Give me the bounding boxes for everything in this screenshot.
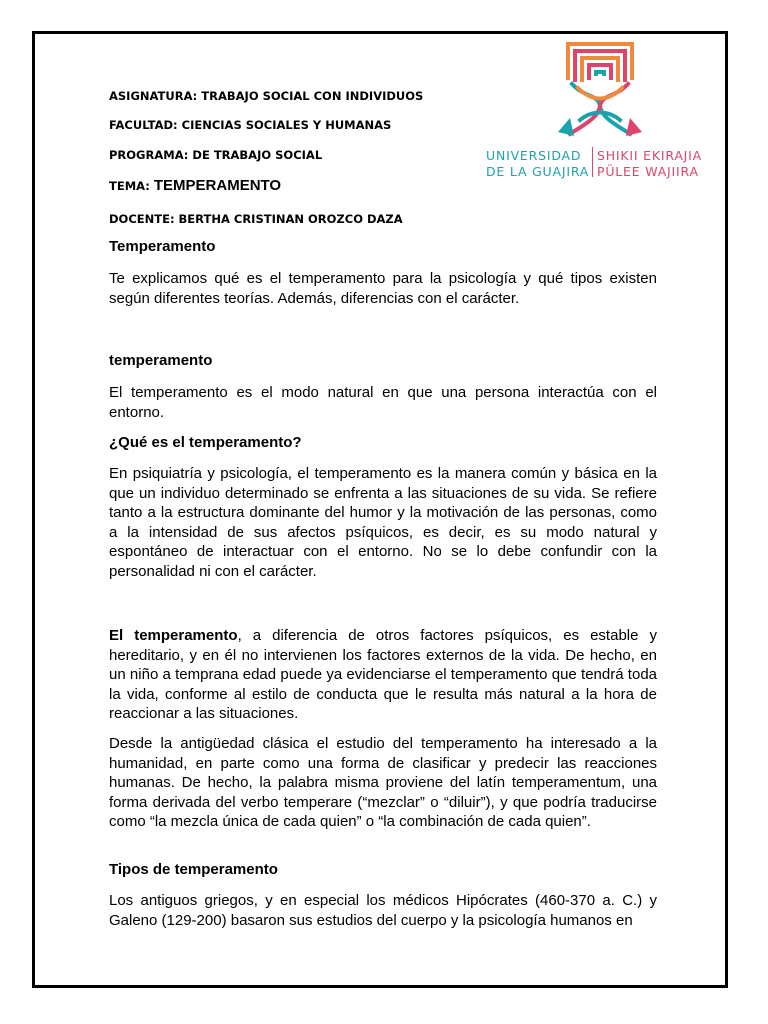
paragraph-1: En psiquiatría y psicología, el temperamento es la manera común y básica en la que un individuo determinado se enfrenta a las situaciones de su vida. Se refiere tanto a la estructura dominante del humor y la motivación de las personas, como a la intensidad de sus afectos psíquicos, es decir, es su modo natural y espontáneo de interactuar con el entorno. No se lo debe confundir con la personalidad ni con el carácter. xyxy=(109,465,657,580)
types-heading: Tipos de temperamento xyxy=(109,861,278,878)
wayuu-name-line2: PÜLEE WAJIIRA xyxy=(597,164,699,179)
programa-line: PROGRAMA: DE TRABAJO SOCIAL xyxy=(109,148,323,162)
logo-left-tail xyxy=(558,118,574,136)
logo-divider xyxy=(592,147,593,177)
paragraph-2-bold: El temperamento xyxy=(109,627,238,644)
wayuu-name-line1: SHIKII EKIRAJIA xyxy=(597,148,702,163)
asignatura-line: ASIGNATURA: TRABAJO SOCIAL CON INDIVIDUOS xyxy=(109,89,424,103)
facultad-line: FACULTAD: CIENCIAS SOCIALES Y HUMANAS xyxy=(109,118,392,132)
university-name-line2: DE LA GUAJIRA xyxy=(486,164,590,179)
tema-value: TEMPERAMENTO xyxy=(153,177,282,194)
definition-paragraph: El temperamento es el modo natural en que una persona interactúa con el entorno. xyxy=(109,384,657,421)
paragraph-3: Desde la antigüedad clásica el estudio del temperamento ha interesado a la humanidad, en parte como una forma de clasificar y predecir las reacciones humanas. De hecho, la palabra misma proviene del latín temperamentum, una forma derivada del verbo temperare (“mezclar” o “diluir”), y que podría traducirse como “la mezcla única de cada quien” o “la combinación de cada quien”. xyxy=(109,735,657,830)
paragraph-2-text: , a diferencia de otros factores psíquicos, es estable y hereditario, y en él no intervienen los factores externos de la vida. De hecho, en un niño a temprana edad puede ya evidenciarse el temperamento que tendrá toda la vida, conforme al estilo de conducta que le resulta más natural a la hora de reaccionar a las situaciones. xyxy=(109,627,657,722)
question-heading: ¿Qué es el temperamento? xyxy=(109,434,302,451)
university-name-spanish xyxy=(486,148,589,180)
logo-knot-ribbon-4 xyxy=(580,113,620,121)
section-title: Temperamento xyxy=(109,238,216,255)
docente-line: DOCENTE: BERTHA CRISTINAN OROZCO DAZA xyxy=(109,212,403,226)
tema-label: TEMA: xyxy=(109,179,154,193)
university-name-wayuu xyxy=(597,148,702,180)
logo-inner xyxy=(596,72,604,76)
paragraph-2 xyxy=(109,626,657,724)
tema-line xyxy=(109,177,281,194)
logo-knot-ribbon-3 xyxy=(578,88,622,99)
logo-right-tail xyxy=(626,118,642,136)
university-logo-emblem xyxy=(540,36,660,144)
sub-heading: temperamento xyxy=(109,352,213,369)
university-name-line1: UNIVERSIDAD xyxy=(486,148,582,163)
paragraph-4: Los antiguos griegos, y en especial los médicos Hipócrates (460-370 a. C.) y Galeno (129-200) basaron sus estudios del cuerpo y la psicología humanos en xyxy=(109,892,657,929)
intro-paragraph: Te explicamos qué es el temperamento para la psicología y qué tipos existen según diferentes teorías. Además, diferencias con el carácter. xyxy=(109,270,657,307)
